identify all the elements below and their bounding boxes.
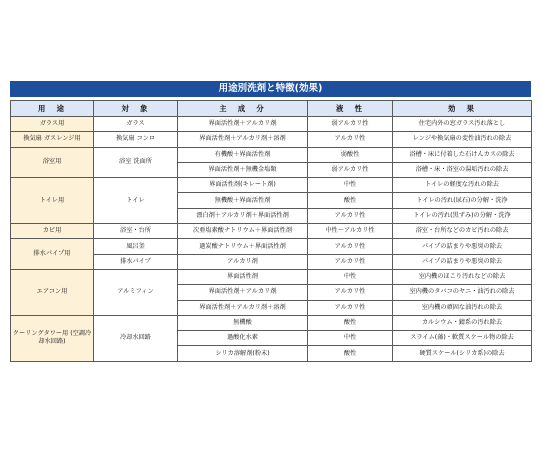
effect-cell: 室内機のほこり汚れなどの除去	[393, 269, 532, 284]
effect-cell: 浴槽・床に付着した石けんカスの除去	[393, 147, 532, 162]
effect-cell: トイレの汚れ(黒ずみ)の分解・洗浄	[393, 208, 532, 223]
ingredient-cell: 過酸化水素	[178, 331, 308, 346]
ingredient-cell: 有機酸＋界面活性剤	[178, 147, 308, 162]
ph-cell: 中性	[308, 269, 393, 284]
table-row	[11, 224, 532, 239]
table-title: 用途別洗剤と特徴(効果)	[10, 81, 531, 97]
target-cell: 風呂釜	[94, 239, 178, 254]
table-row	[11, 269, 532, 284]
effect-cell: 室内機の頑固な油汚れの除去	[393, 300, 532, 315]
ph-cell: 中性	[308, 178, 393, 193]
ingredient-cell: 界面活性剤(キレート剤)	[178, 178, 308, 193]
effect-cell: スライム(藻)・軟質スケール物の除去	[393, 331, 532, 346]
cleaner-table	[10, 100, 532, 362]
use-cell: クーリングタワー用 (空調冷却水回路)	[11, 315, 94, 361]
use-cell: 浴室用	[11, 147, 94, 178]
target-cell: 浴室 洗面所	[94, 147, 178, 178]
header-use: 用 途	[11, 101, 94, 117]
use-cell: ガラス用	[11, 117, 94, 132]
effect-cell: パイプの詰まりや悪臭の除去	[393, 254, 532, 269]
target-cell: 浴室・台所	[94, 224, 178, 239]
table-row	[11, 147, 532, 162]
ph-cell: アルカリ性	[308, 208, 393, 223]
header-ingredient: 主 成 分	[178, 101, 308, 117]
target-cell: 排水パイプ	[94, 254, 178, 269]
table-row	[11, 178, 532, 193]
effect-cell: レンジや換気扇の変性油汚れの除去	[393, 132, 532, 147]
ingredient-cell: 無機酸＋界面活性剤	[178, 193, 308, 208]
ph-cell: 酸性	[308, 315, 393, 330]
effect-cell: パイプの詰まりや悪臭の除去	[393, 239, 532, 254]
ingredient-cell: 界面活性剤＋アルカリ剤	[178, 285, 308, 300]
effect-cell: 硬質スケール(シリカ系)の除去	[393, 346, 532, 361]
effect-cell: カルシウム・錆系の汚れ除去	[393, 315, 532, 330]
ingredient-cell: 過炭酸ナトリウム＋界面活性剤	[178, 239, 308, 254]
ph-cell: アルカリ性	[308, 239, 393, 254]
effect-cell: 浴槽・床・浴室の湯垢汚れの除去	[393, 162, 532, 177]
ph-cell: アルカリ性	[308, 254, 393, 269]
target-cell: ガラス	[94, 117, 178, 132]
ingredient-cell: 界面活性剤＋アルカリ剤＋溶剤	[178, 132, 308, 147]
effect-cell: 室内機のタバコのヤニ・油汚れの除去	[393, 285, 532, 300]
use-cell: カビ用	[11, 224, 94, 239]
ingredient-cell: 無機酸	[178, 315, 308, 330]
effect-cell: トイレの軽度な汚れの除去	[393, 178, 532, 193]
effect-cell: トイレの汚れ(尿石)の分解・洗浄	[393, 193, 532, 208]
ingredient-cell: 界面活性剤＋無機金塩類	[178, 162, 308, 177]
header-target: 対 象	[94, 101, 178, 117]
use-cell: トイレ用	[11, 178, 94, 224]
ingredient-cell: 界面活性剤＋アルカリ剤	[178, 117, 308, 132]
header-ph: 液 性	[308, 101, 393, 117]
ingredient-cell: アルカリ剤	[178, 254, 308, 269]
header-effect: 効 果	[393, 101, 532, 117]
table-row	[11, 117, 532, 132]
use-cell: 換気扇 ガスレンジ用	[11, 132, 94, 147]
table-row	[11, 132, 532, 147]
use-cell: エアコン用	[11, 269, 94, 315]
ph-cell: 中性	[308, 331, 393, 346]
ingredient-cell: 漂白剤＋アルカリ剤＋界面活性剤	[178, 208, 308, 223]
use-cell: 排水パイプ用	[11, 239, 94, 270]
ph-cell: 中性〜アルカリ性	[308, 224, 393, 239]
ingredient-cell: 界面活性剤＋アルカリ剤＋溶剤	[178, 300, 308, 315]
effect-cell: 住宅内外の窓ガラス汚れ落とし	[393, 117, 532, 132]
target-cell: 冷却水回路	[94, 315, 178, 361]
ph-cell: アルカリ性	[308, 300, 393, 315]
cleaner-table-section	[10, 81, 531, 362]
header-row	[11, 101, 532, 117]
ph-cell: アルカリ性	[308, 132, 393, 147]
effect-cell: 浴室・台所などのカビ汚れの除去	[393, 224, 532, 239]
ph-cell: アルカリ性	[308, 285, 393, 300]
target-cell: アルミフィン	[94, 269, 178, 315]
table-row	[11, 315, 532, 330]
target-cell: 換気扇 コンロ	[94, 132, 178, 147]
ph-cell: 弱酸性	[308, 147, 393, 162]
ingredient-cell: 界面活性剤	[178, 269, 308, 284]
ph-cell: 弱アルカリ性	[308, 162, 393, 177]
ingredient-cell: 次亜塩素酸ナトリウム＋界面活性剤	[178, 224, 308, 239]
ingredient-cell: シリカ溶解剤(粉末)	[178, 346, 308, 361]
ph-cell: 酸性	[308, 346, 393, 361]
target-cell: トイレ	[94, 178, 178, 224]
table-row	[11, 239, 532, 254]
ph-cell: 弱アルカリ性	[308, 117, 393, 132]
ph-cell: 酸性	[308, 193, 393, 208]
